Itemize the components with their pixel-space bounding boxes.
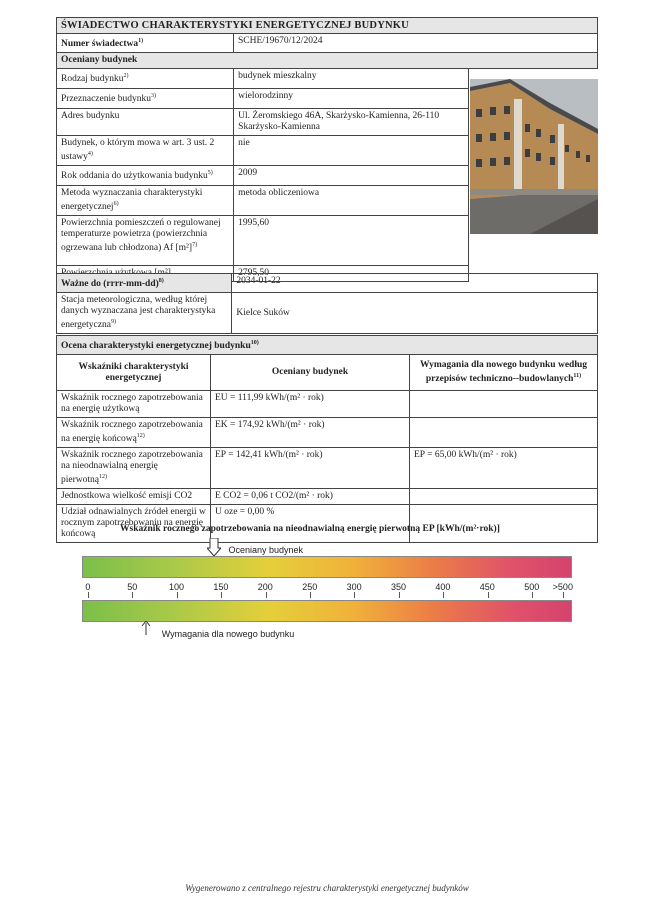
ek-label: Wskaźnik rocznego zapotrzebowania na energię końcową$^{12)}$	[57, 418, 211, 448]
scale-tick	[563, 592, 564, 598]
scale-tick	[221, 592, 222, 598]
scale-tick-label: 300	[346, 582, 362, 592]
scale-tick-label: 450	[479, 582, 495, 592]
scale-tick-label: 0	[85, 582, 91, 592]
co2-requirement	[410, 489, 598, 505]
scale-tick-label: 400	[435, 582, 451, 592]
building-type-value: budynek mieszkalny	[234, 69, 469, 89]
scale-tick	[399, 592, 400, 598]
certificate-number: SCHE/19670/12/2024	[234, 34, 598, 53]
assessment-table	[56, 335, 598, 543]
requirement-scale-bar	[82, 600, 572, 622]
co2-label: Jednostkowa wielkość emisji CO2	[57, 489, 211, 505]
scale-tick	[132, 592, 133, 598]
renewable-label: Udział odnawialnych źródeł energii w rocznym zapotrzebowaniu na energię końcową	[57, 505, 211, 543]
year-label: Rok oddania do użytkowania budynku$^{5)}$	[57, 166, 234, 186]
scale-tick-label: >500	[552, 582, 573, 592]
renewable-value: U oze = 0,00 %	[211, 505, 410, 543]
col-requirements-header: Wymagania dla nowego budynku według przepisów techniczno--budowlanych$^{11)}$	[410, 355, 598, 391]
scale-tick	[443, 592, 444, 598]
scale-tick	[88, 592, 89, 598]
scale-tick	[532, 592, 533, 598]
certificate-title: ŚWIADECTWO CHARAKTERYSTYKI ENERGETYCZNEJ BUDYNKU	[57, 18, 598, 34]
valid-until-value: 2034-01-22	[232, 274, 598, 293]
usable-area-value: 2795,50	[234, 266, 469, 282]
building-scale-bar	[82, 556, 572, 578]
art3-value: nie	[234, 136, 469, 166]
ek-requirement	[410, 418, 598, 448]
scale-tick-label: 50	[127, 582, 138, 592]
scale-tick	[488, 592, 489, 598]
scale-tick-label: 350	[391, 582, 407, 592]
scale-tick-label: 250	[302, 582, 318, 592]
ep-requirement: EP = 65,00 kWh/(m² · rok)	[410, 448, 598, 489]
address-label: Adres budynku	[57, 109, 234, 136]
co2-value: E CO2 = 0,06 t CO2/(m² · rok)	[211, 489, 410, 505]
station-value: Kielce Suków	[232, 293, 598, 334]
footer-note: Wygenerowano z centralnego rejestru charakterystyki energetycznej budynków	[185, 883, 469, 893]
scale-tick	[354, 592, 355, 598]
heated-area-label: Powierzchnia pomieszczeń o regulowanej temperaturze powietrza (powierzchnia ogrzewana lub chłodzona) Af $[m^2]^{7)}$	[57, 216, 234, 266]
scale-tick	[310, 592, 311, 598]
method-label: Metoda wyznaczania charakterystyki energetycznej$^{6)}$	[57, 186, 234, 216]
building-photo	[470, 79, 598, 234]
building-type-label: Rodzaj budynku$^{2)}$	[57, 69, 234, 89]
year-value: 2009	[234, 166, 469, 186]
building-marker-label: Oceniany budynek	[228, 545, 304, 555]
heated-area-value: 1995,60	[234, 216, 469, 266]
eu-requirement	[410, 391, 598, 418]
scale-tick	[266, 592, 267, 598]
valid-until-label: Ważne do (rrrr-mm-dd)$^{8)}$	[57, 274, 232, 293]
building-section-title: Oceniany budynek	[57, 53, 598, 69]
validity-table	[56, 273, 598, 334]
scale-tick-label: 500	[524, 582, 540, 592]
building-purpose-label: Przeznaczenie budynku$^{3)}$	[57, 89, 234, 109]
ep-label: Wskaźnik rocznego zapotrzebowania na nieodnawialną energię pierwotną$^{12)}$	[57, 448, 211, 489]
scale-tick-label: 200	[257, 582, 273, 592]
requirement-marker-label: Wymagania dla nowego budynku	[161, 629, 295, 639]
method-value: metoda obliczeniowa	[234, 186, 469, 216]
ep-value: EP = 142,41 kWh/(m² · rok)	[211, 448, 410, 489]
ek-value: EK = 174,92 kWh/(m² · rok)	[211, 418, 410, 448]
station-label: Stacja meteorologiczna, według której danych wyznaczana jest charakterystyka energetyczna$^{9)}$	[57, 293, 232, 334]
scale-tick-label: 100	[169, 582, 185, 592]
col-building-header: Oceniany budynek	[211, 355, 410, 391]
requirement-marker-arrow	[141, 621, 151, 638]
building-purpose-value: wielorodzinny	[234, 89, 469, 109]
address-value: Ul. Żeromskiego 46A, Skarżysko-Kamienna, 26-110 Skarżysko-Kamienna	[234, 109, 469, 136]
scale-tick-label: 150	[213, 582, 229, 592]
art3-label: Budynek, o którym mowa w art. 3 ust. 2 ustawy$^{4)}$	[57, 136, 234, 166]
number-label-cell: Numer świadectwa$^{1)}$	[57, 34, 234, 53]
scale-tick	[177, 592, 178, 598]
eu-value: EU = 111,99 kWh/(m² · rok)	[211, 391, 410, 418]
scale-title: Wskaźnik rocznego zapotrzebowania na nieodnawialną energię pierwotną EP [kWh/(m²·rok)]	[120, 524, 500, 534]
assessment-section-title: Ocena charakterystyki energetycznej budynku$^{10)}$	[57, 336, 598, 355]
building-photo-illustration	[470, 79, 598, 234]
eu-label: Wskaźnik rocznego zapotrzebowania na energię użytkową	[57, 391, 211, 418]
col-indicators-header: Wskaźniki charakterystyki energetycznej	[57, 355, 211, 391]
header-table	[56, 17, 598, 53]
